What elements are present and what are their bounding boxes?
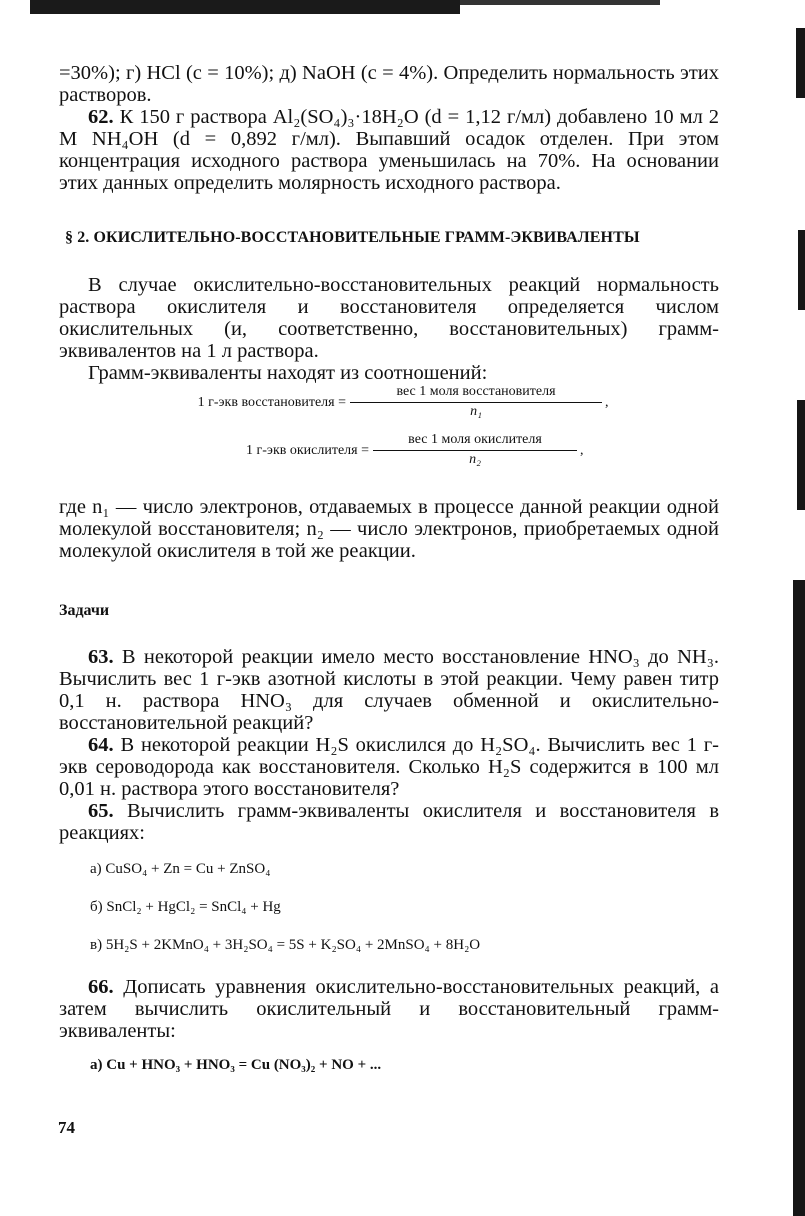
- problem-62: [59, 106, 719, 194]
- where-paragraph: где n₁ — число электронов, отдаваемых в процессе данной реакции одной молекулой восстановителя; n₂ — число электронов, приобретаемых одной молекулой окислителя в той же реакции.: [59, 496, 719, 562]
- section-title: § 2. ОКИСЛИТЕЛЬНО-ВОССТАНОВИТЕЛЬНЫЕ ГРАММ-ЭКВИВАЛЕНТЫ: [65, 229, 640, 246]
- scan-top-border-thin: [460, 0, 660, 5]
- problem-64: [59, 734, 719, 800]
- formula-lhs: 1 г-экв окислителя =: [246, 443, 369, 458]
- problem-number: 64.: [88, 734, 114, 756]
- formula-comma: ,: [580, 443, 584, 458]
- reaction-list-65: [59, 860, 719, 954]
- problem-65: [59, 800, 719, 844]
- scan-top-border: [30, 0, 460, 14]
- formula-reducer: [59, 384, 719, 432]
- problem-number: 62.: [88, 106, 114, 128]
- scan-right-edge: [793, 580, 805, 1216]
- scan-right-edge: [796, 28, 805, 98]
- section-paragraph: Грамм-эквиваленты находят из соотношений:: [88, 362, 488, 384]
- formula-fraction: [373, 432, 577, 468]
- section-paragraph: В случае окислительно-восстановительных реакций нормальность раствора окислителя и восстановителя определяется числом окислительных (и, соответственно, восстановительных) грамм-эквивалентов на 1 л раствора.: [59, 274, 719, 362]
- problem-number: 63.: [88, 646, 114, 668]
- formula-denominator: n₁: [470, 404, 482, 419]
- problem-text: Вычислить грамм-эквиваленты окислителя и восстановителя в реакциях:: [59, 800, 720, 844]
- formula-denominator: n₂: [469, 452, 481, 467]
- reaction-line: б) SnCl₂ + HgCl₂ = SnCl₄ + Hg: [90, 899, 281, 915]
- formula-oxidizer: [59, 432, 719, 480]
- reaction-line: а) Cu + HNO₃ + HNO₃ = Cu (NO₃)₂ + NO + ...: [90, 1057, 382, 1073]
- problem-text: К 150 г раствора Al₂(SO₄)₃·18H₂O (d = 1,12 г/мл) добавлено 10 мл 2 М NH₄OH (d = 0,892 г/мл). Выпавший осадок отделен. При этом концентрация исходного раствора уменьшилась на 70%. На основании этих данных определить молярность исходного раствора.: [59, 106, 719, 194]
- scan-right-edge: [797, 400, 805, 510]
- scan-right-edge: [798, 230, 805, 310]
- formula-lhs: 1 г-экв восстановителя =: [197, 395, 346, 410]
- problem-number: 65.: [88, 800, 114, 822]
- page-body: [59, 62, 719, 1074]
- problem-66: [59, 976, 719, 1042]
- problems-heading: Задачи: [59, 602, 110, 619]
- formula-comma: ,: [605, 395, 609, 410]
- problem-text: Дописать уравнения окислительно-восстановительных реакций, а затем вычислить окислительный и восстановительный грамм-эквиваленты:: [59, 976, 720, 1042]
- problem-63: [59, 646, 719, 734]
- problem-number: 66.: [88, 976, 114, 998]
- problem-text: В некоторой реакции имело место восстановление HNO₃ до NH₃. Вычислить вес 1 г-экв азотной кислоты в этой реакции. Чему равен титр 0,1 н. раствора HNO₃ для случаев обменной и окислительно-восстановительной реакций?: [59, 646, 719, 734]
- formula-fraction: [350, 384, 602, 420]
- formula-numerator: вес 1 моля восстановителя: [350, 384, 602, 403]
- problem-text: В некоторой реакции H₂S окислился до H₂SO₄. Вычислить вес 1 г-экв сероводорода как восстановителя. Сколько H₂S содержится в 100 мл 0,01 н. раствора этого восстановителя?: [59, 734, 719, 800]
- formula-numerator: вес 1 моля окислителя: [373, 432, 577, 451]
- page-number: 74: [58, 1118, 75, 1137]
- intro-paragraph: =30%); г) HCl (c = 10%); д) NaOH (c = 4%). Определить нормальность этих растворов.: [59, 62, 719, 106]
- reaction-line: в) 5H₂S + 2KMnO₄ + 3H₂SO₄ = 5S + K₂SO₄ + 2MnSO₄ + 8H₂O: [90, 937, 481, 953]
- reaction-line: а) CuSO₄ + Zn = Cu + ZnSO₄: [90, 861, 271, 877]
